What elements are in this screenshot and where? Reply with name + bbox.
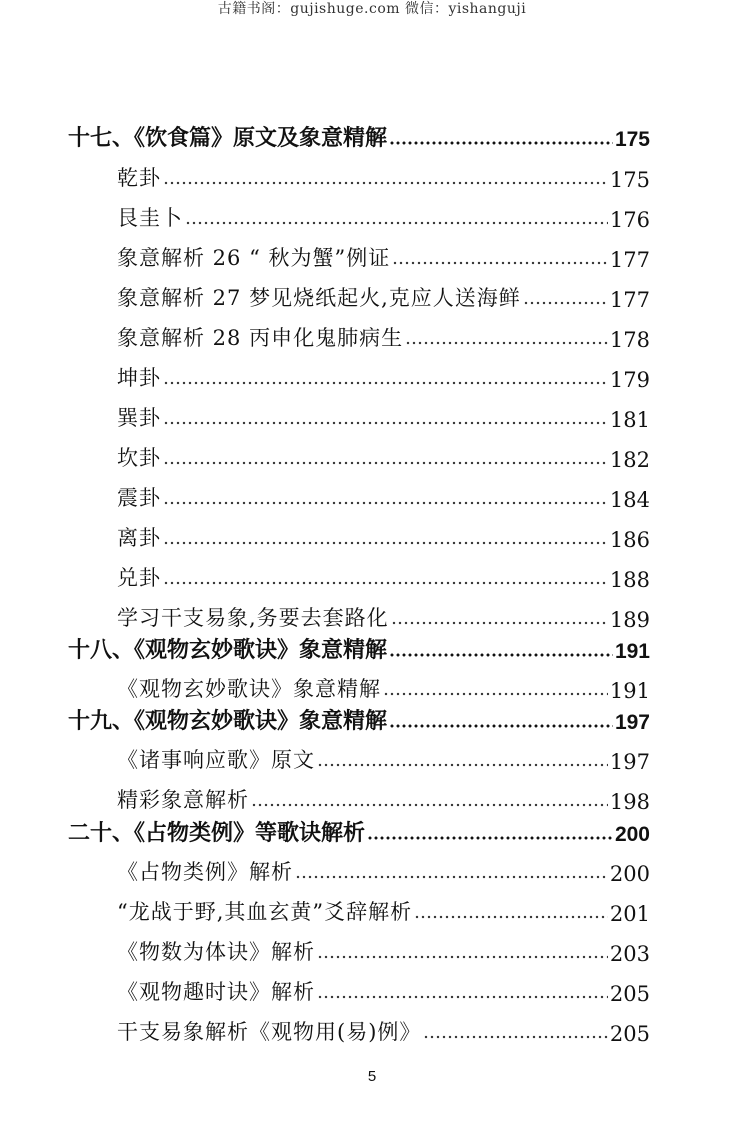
toc-chapter-17[interactable]	[68, 120, 650, 152]
leader-dots	[414, 914, 608, 920]
toc-page-number: 200	[609, 862, 650, 886]
toc-title: 象意解析 26 “ 秋为蟹”例证	[117, 246, 391, 270]
leader-dots	[295, 874, 608, 880]
leader-dots	[389, 723, 613, 729]
watermark-header: 古籍书阁：gujishuge.com 微信：yishanguji	[217, 1, 527, 17]
toc-page-number: 176	[609, 208, 650, 232]
leader-dots	[317, 994, 608, 1000]
toc-title: 干支易象解析《观物用(易)例》	[117, 1020, 422, 1044]
toc-page-number: 191	[614, 640, 650, 663]
toc-page-number: 184	[609, 488, 650, 512]
toc-entry[interactable]	[117, 974, 650, 1006]
toc-page-number: 188	[609, 568, 650, 592]
toc-title: 象意解析 27 梦见烧纸起火,克应人送海鲜	[117, 286, 521, 310]
leader-dots	[389, 140, 613, 146]
toc-title: 十八、《观物玄妙歌诀》象意精解	[68, 638, 388, 663]
toc-chapter-20[interactable]	[68, 815, 650, 847]
leader-dots	[317, 762, 608, 768]
toc-page-number: 178	[609, 328, 650, 352]
toc-title: “龙战于野,其血玄黄”爻辞解析	[117, 900, 413, 924]
leader-dots	[383, 691, 608, 697]
toc-page-number: 205	[609, 1022, 650, 1046]
toc-title: 离卦	[117, 526, 161, 550]
toc-title: 象意解析 28 丙申化鬼肺病生	[117, 326, 404, 350]
leader-dots	[251, 802, 608, 808]
toc-entry[interactable]	[117, 894, 650, 926]
toc-title: 兑卦	[117, 566, 161, 590]
toc-page-number: 197	[609, 750, 650, 774]
toc-entry[interactable]	[117, 320, 650, 352]
leader-dots	[163, 500, 608, 506]
toc-page-number: 182	[609, 448, 650, 472]
toc-page-number: 198	[609, 790, 650, 814]
toc-entry[interactable]	[117, 742, 650, 774]
toc-entry[interactable]	[117, 200, 650, 232]
toc-title: 坤卦	[117, 366, 161, 390]
leader-dots	[317, 954, 608, 960]
leader-dots	[405, 340, 608, 346]
toc-entry[interactable]	[117, 360, 650, 392]
toc-page-number: 181	[609, 408, 650, 432]
leader-dots	[391, 620, 608, 626]
leader-dots	[163, 420, 608, 426]
toc-page-number: 191	[609, 679, 650, 703]
toc-entry[interactable]	[117, 520, 650, 552]
leader-dots	[163, 460, 608, 466]
leader-dots	[367, 835, 613, 841]
toc-entry[interactable]	[117, 480, 650, 512]
toc-entry[interactable]	[117, 440, 650, 472]
leader-dots	[185, 220, 608, 226]
toc-page-number: 201	[609, 902, 650, 926]
toc-entry[interactable]	[117, 280, 650, 312]
toc-title: 《诸事响应歌》原文	[117, 748, 315, 772]
toc-page-number: 197	[614, 711, 650, 734]
toc-title: 乾卦	[117, 166, 161, 190]
toc-title: 《物数为体诀》解析	[117, 940, 315, 964]
toc-page-number: 200	[614, 823, 650, 846]
leader-dots	[392, 260, 608, 266]
toc-page-number: 175	[609, 168, 650, 192]
toc-chapter-19[interactable]	[68, 703, 650, 735]
toc-title: 《观物玄妙歌诀》象意精解	[117, 677, 381, 701]
toc-page-number: 203	[609, 942, 650, 966]
leader-dots	[163, 580, 608, 586]
toc-entry[interactable]	[117, 160, 650, 192]
leader-dots	[163, 180, 608, 186]
toc-title: 艮圭卜	[117, 206, 183, 230]
toc-entry[interactable]	[117, 671, 650, 703]
toc-page-number: 179	[609, 368, 650, 392]
toc-entry[interactable]	[117, 782, 650, 814]
toc-title: 精彩象意解析	[117, 788, 249, 812]
toc-entry[interactable]	[117, 400, 650, 432]
toc-title: 巽卦	[117, 406, 161, 430]
page-number: 5	[367, 1068, 377, 1085]
toc-page-number: 177	[609, 248, 650, 272]
toc-title: 十七、《饮食篇》原文及象意精解	[68, 126, 388, 151]
toc-title: 二十、《占物类例》等歌诀解析	[68, 821, 366, 846]
leader-dots	[423, 1034, 608, 1040]
toc-title: 震卦	[117, 486, 161, 510]
toc-title: 学习干支易象,务要去套路化	[117, 606, 389, 630]
toc-entry[interactable]	[117, 854, 650, 886]
toc-title: 《占物类例》解析	[117, 860, 293, 884]
toc-entry[interactable]	[117, 600, 650, 632]
toc-entry[interactable]	[117, 560, 650, 592]
toc-page-number: 189	[609, 608, 650, 632]
toc-page-number: 177	[609, 288, 650, 312]
leader-dots	[389, 652, 613, 658]
toc-page-number: 205	[609, 982, 650, 1006]
leader-dots	[523, 300, 608, 306]
toc-page-number: 186	[609, 528, 650, 552]
toc-page-number: 175	[614, 128, 650, 151]
toc-entry[interactable]	[117, 1014, 650, 1046]
toc-chapter-18[interactable]	[68, 632, 650, 664]
toc-title: 坎卦	[117, 446, 161, 470]
toc-title: 十九、《观物玄妙歌诀》象意精解	[68, 709, 388, 734]
leader-dots	[163, 540, 608, 546]
toc-entry[interactable]	[117, 240, 650, 272]
leader-dots	[163, 380, 608, 386]
toc-entry[interactable]	[117, 934, 650, 966]
toc-title: 《观物趣时诀》解析	[117, 980, 315, 1004]
